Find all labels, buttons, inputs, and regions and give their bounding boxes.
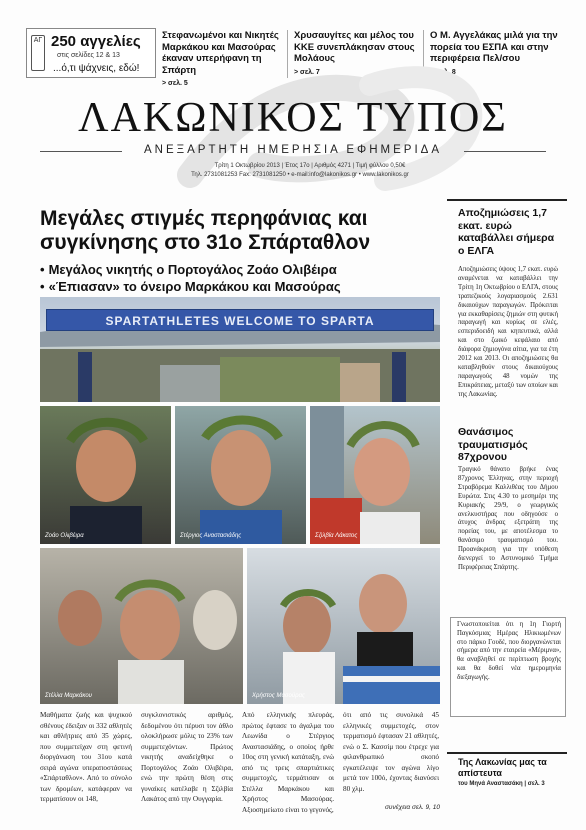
- byline-page: σελ. 3: [527, 781, 545, 787]
- sidebar-text-1: Αποζημιώσεις ύψους 1,7 εκατ. ευρώ αναμένεται να καταβάλλει την Τρίτη 1η Οκτωβρίου ο ΕΛΓΑ, στους τραπεζικούς λογαριασμούς 2.631 δικαιούχων παραγωγών. Πρόκειται για εκκαθαρίσεις ζημιών στη φυτική παραγωγή και κυρίως σε ελιές, εσπεριδοειδή και κηπευτικά, αλλά και στο ζωικό κεφάλαιο από διάφορα ζημιογόνα αίτια, για τα έτη 2012 και 2013. Οι αποζημιώσεις θα καταβληθούν στους δικαιούχους παραγωγούς 48 νομών της Επικράτειας, μεταξύ των οποίων και της Λακωνίας.: [458, 266, 558, 398]
- teaser-title: Χρυσαυγίτες και μέλος του ΚΚΕ συνεπλάκησαν στους Μολάους: [294, 30, 415, 64]
- sidebar-text-2: Τραγικό θάνατο βρήκε ένας 87χρονος Έλληνας, στην περιοχή Στραβόρεμα Καλλιθέας του Δήμου Ευρώτα. Στις 4.30 το μεσημέρι της Κυριακής 29/9, ο γεωργικός ανελκυστήρας που οδηγούσε ο άτυχος άνδρας εξετράπη της πορείας του, με αποτέλεσμα το θανάσιμο τραυματισμό του. Προανάκριση για την υπόθεση διενεργεί το Αστυνομικό Τμήμα Περιφέρειας Σπάρτης.: [458, 466, 558, 571]
- sidebar-rule: [447, 752, 567, 754]
- ads-slogan: ...ό,τι ψάχνεις, εδώ!: [53, 63, 140, 74]
- welcome-banner: [46, 309, 434, 331]
- byline-separator: |: [524, 781, 528, 787]
- caption: Στέργιος Αναστασιάδης: [180, 533, 242, 539]
- notice-text: Γνωστοποιείται ότι η 1η Γιορτή Παγκόσμιας Ημέρας Ηλικιωμένων στο πάρκο Γουδέ, που διοργανώνεται σήμερα από την εταιρεία «Μέριμνα», θα αναβληθεί σε περίπτωση βροχής και θα δοθεί νέα ημερομηνία διεξαγωγής.: [457, 621, 561, 681]
- continue-ref[interactable]: συνέχεια σελ. 9, 10: [384, 804, 440, 811]
- caption: Στέλλα Μαρκάκου: [45, 693, 92, 699]
- portrait-graphic: [40, 406, 171, 544]
- photo-oliveira: [40, 406, 171, 544]
- caption: Χρήστος Μασούρας: [252, 693, 305, 699]
- teaser-title: Στεφανωμένοι και Νικητές Μαρκάκου και Μασούρας έκαναν υπερήφανη τη Σπάρτη: [162, 30, 279, 76]
- photo-markakou: [40, 548, 243, 704]
- classifieds-icon: ΑΓ: [31, 35, 45, 71]
- ads-pages: στις σελίδες 12 & 13: [57, 52, 120, 59]
- subheadline-1: • Μεγάλος νικητής ο Πορτογάλος Ζοάο Ολιβέιρα: [40, 262, 337, 277]
- teaser-title: Ο Μ. Αγγελάκας μιλά για την πορεία του ΕΣΠΑ και στην περιφέρεια Πελ/σου: [430, 30, 558, 64]
- portrait-graphic: [247, 548, 440, 704]
- sidebar-headline-2[interactable]: Θανάσιμος τραυματισμός 87χρονου: [458, 426, 528, 463]
- ads-count: 250 αγγελίες: [51, 33, 141, 50]
- masthead-title: ΛΑΚΩΝΙΚΟΣ ΤΥΠΟΣ: [78, 95, 508, 141]
- article-column-2: συγκλονιστικός αριθμός, δεδομένου ότι πέρυσι τον άθλο ολοκλήρωσε μόλις το 23% των συμμετεχόντων. Πρώτος νικητής αναδείχθηκε ο Πορτογάλος Ζοάο Ολιβέιρα, ενώ την πρώτη θέση στις γυναίκες κατέλαβε η Σζιλβία Λακάτος από την Ουγγαρία.: [141, 711, 233, 803]
- sparta-finish-photo: [40, 297, 440, 402]
- byline-text: του Μηνά Αναστασάκη: [458, 781, 523, 787]
- teaser-ref: > σελ. 7: [294, 68, 320, 76]
- classified-ads-box[interactable]: [26, 28, 156, 78]
- caption: Σζιλβία Λάκατος: [315, 533, 358, 539]
- subheadline-2: • «Έπιασαν» το όνειρο Μαρκάκου και Μασούρας: [40, 279, 341, 294]
- teaser-ref: > σελ. 5: [162, 80, 188, 87]
- masthead-subtitle: ΑΝΕΞΑΡΤΗΤΗ ΗΜΕΡΗΣΙΑ ΕΦΗΜΕΡΙΔΑ: [144, 144, 442, 156]
- sidebar-byline: [458, 781, 568, 787]
- photo-masouras: [247, 548, 440, 704]
- issue-info: Τρίτη 1 Οκτωβρίου 2013 | Έτος 17ο | Αριθμός 4271 | Τιμή φύλλου 0,50€: [214, 163, 406, 169]
- article-column-3: Από ελληνικής πλευράς, πρώτος έφτασε το άγαλμα του Λεωνίδα ο Στέργιος Αναστασιάδης, ο οποίος ήρθε 10ος στη γενική κατάταξη, ενώ από τις τρεις σπαρτιάτικες συμμετοχές, τερμάτισαν οι Στέλλα Μαρκάκου και Χρήστος Μασούρας. Αξιοσημείωτο είναι το γεγονός,: [242, 711, 334, 814]
- sidebar-rule: [447, 199, 567, 201]
- main-headline[interactable]: Μεγάλες στιγμές περηφάνιας και συγκίνησης στο 31ο Σπάρταθλον: [40, 207, 371, 254]
- caption: Ζοάο Ολιβέιρα: [45, 533, 84, 539]
- sidebar-headline-3[interactable]: Της Λακωνίας μας τα απίστευτα: [458, 757, 547, 778]
- subtitle-rule-right: [464, 151, 546, 152]
- article-column-1: Μαθήματα ζωής και ψυχικού σθένους έδειξαν οι 332 αθλητές και αθλήτριες από 35 χώρες, που συμμετείχαν στη φετινή διοργάνωση του 31ου κατά σειρά αγώνα υπεραποστάσεως «Σπάρταθλον». Από το σύνολο των δρομέων, κατάφεραν να τερματίσουν οι 148,: [40, 711, 132, 803]
- portrait-graphic: [310, 406, 440, 544]
- contact-info: Τηλ. 2731081253 Fax: 2731081250 • e-mail:info@lakonikos.gr • www.lakonikos.gr: [191, 172, 409, 178]
- sidebar-headline-1[interactable]: Αποζημιώσεις 1,7 εκατ. ευρώ καταβάλλει σήμερα ο ΕΛΓΑ: [458, 207, 555, 257]
- teaser-ref: > σελ. 8: [430, 68, 456, 76]
- banner-text: SPARTATHLETES WELCOME TO SPARTA: [105, 314, 375, 328]
- photo-anastasiadis: [175, 406, 306, 544]
- article-column-4: ότι από τις συνολικά 45 ελληνικές συμμετοχές, στον τερματισμό έφτασαν 21 αθλητές, ενώ ο Σ. Κασσίμ που έτρεχε για φιλανθρωπικό σκοπό εγκατέλειψε τον αγώνα λίγο μετά τον 100ό, έχοντας διανύσει 80 χλμ.: [343, 711, 439, 793]
- photo-lakatos: [310, 406, 440, 544]
- portrait-graphic: [175, 406, 306, 544]
- portrait-graphic: [40, 548, 243, 704]
